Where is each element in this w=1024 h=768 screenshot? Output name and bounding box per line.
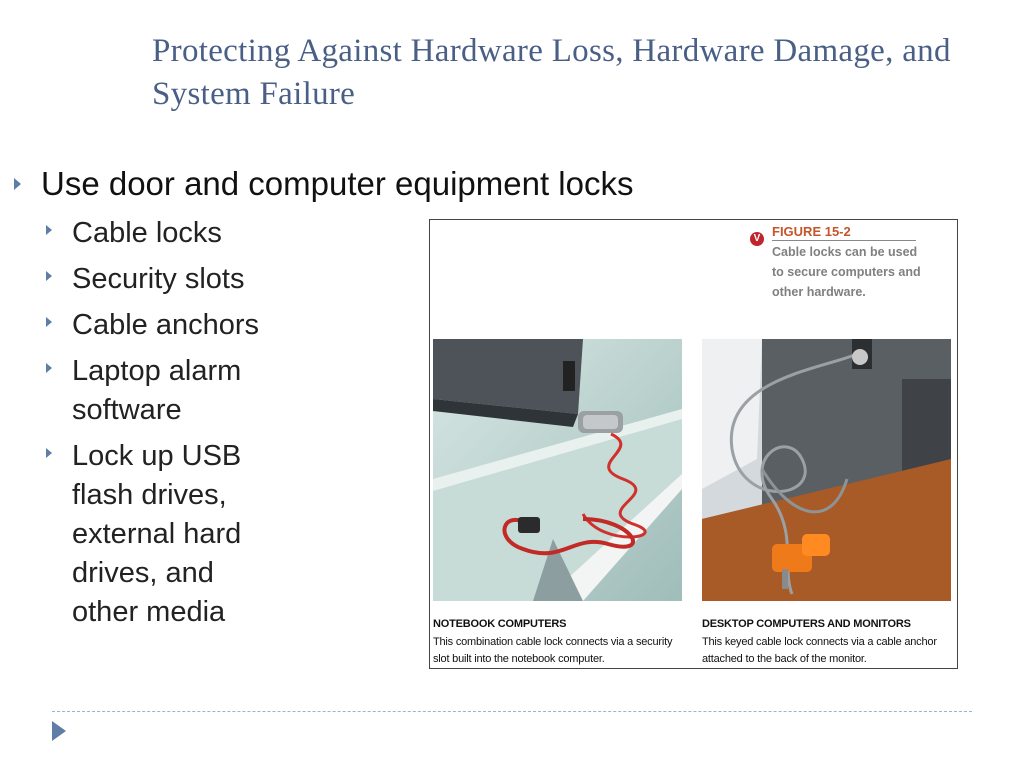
notebook-lock-photo [433,339,682,601]
sub-bullet-text: Cable anchors [72,309,259,341]
figure-cable-locks [429,219,958,669]
bullet-triangle-icon [46,271,52,281]
sub-bullet-text: Security slots [72,263,245,295]
sub-bullet [46,306,312,345]
bullet-triangle-icon [46,448,52,458]
bullet-triangle-icon [46,317,52,327]
bullet-triangle-icon [14,178,21,190]
desktop-panel-heading: DESKTOP COMPUTERS AND MONITORS [702,618,911,630]
desktop-lock-photo [702,339,951,601]
main-bullet [14,165,634,203]
sub-bullet [46,260,312,299]
notebook-panel-text: This combination cable lock connects via a security slot built into the notebook computer. [433,636,673,665]
figure-caption: Cable locks can be used to secure computers and other hardware. [772,245,921,299]
sub-bullet-text: Laptop alarm software [72,355,242,426]
publisher-badge-icon: V [750,232,764,246]
figure-label: FIGURE 15-2 [772,224,916,241]
main-bullet-text: Use door and computer equipment locks [41,165,634,202]
bullet-triangle-icon [46,363,52,373]
footer-divider [52,711,972,712]
notebook-panel-heading: NOTEBOOK COMPUTERS [433,618,567,630]
sub-bullet [46,352,272,430]
sub-bullet [46,214,312,253]
bullet-triangle-icon [46,225,52,235]
sub-bullet-text: Lock up USB flash drives, external hard drives, and other media [72,440,242,628]
slide-title: Protecting Against Hardware Loss, Hardware Damage, and System Failure [152,33,951,112]
desktop-panel-text: This keyed cable lock connects via a cable anchor attached to the back of the monitor. [702,636,937,665]
sub-bullet-text: Cable locks [72,217,222,249]
sub-bullet [46,437,272,632]
footer-triangle-icon [52,721,66,741]
